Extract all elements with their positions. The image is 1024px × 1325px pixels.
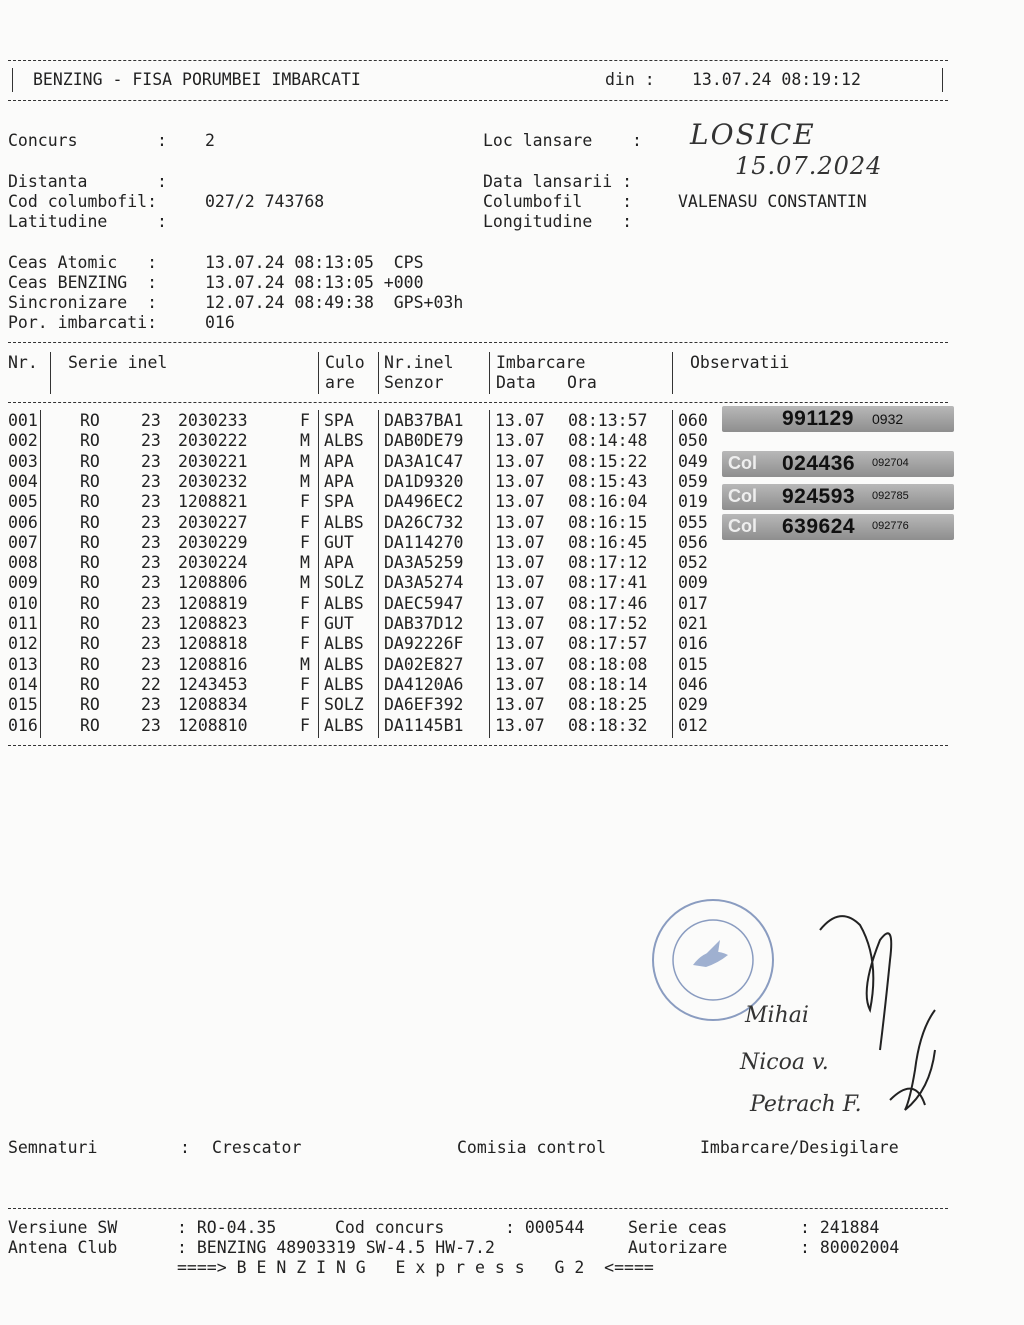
autorizare-label: Autorizare	[628, 1238, 728, 1257]
concurs-value: 2	[205, 131, 215, 150]
seal-label-4: Col 639624 092776	[722, 514, 954, 540]
col-nrinel-header: Nr.inel	[384, 353, 454, 372]
cell-senzor: DA3A5274	[384, 573, 464, 593]
cell-data: 13.07	[495, 431, 545, 451]
table-row	[8, 452, 708, 472]
cell-sex: F	[300, 492, 310, 512]
cell-data: 13.07	[495, 512, 545, 532]
seal-small-1: 0932	[872, 411, 904, 427]
cell-ora: 08:16:04	[568, 492, 648, 512]
din-value: 13.07.24 08:19:12	[692, 70, 861, 89]
data-lansarii-handwritten: 15.07.2024	[735, 152, 883, 180]
col-observatii-header: Observatii	[690, 353, 790, 372]
table-top-rule	[8, 342, 948, 343]
semnaturi-label: Semnaturi	[8, 1138, 98, 1157]
cell-ora: 08:16:15	[568, 512, 648, 532]
cell-tara: RO	[80, 695, 100, 715]
table-row	[8, 634, 708, 654]
cell-senzor: DA3A1C47	[384, 451, 464, 471]
cell-tara: RO	[80, 451, 100, 471]
columbofil-value: VALENASU CONSTANTIN	[678, 192, 867, 211]
col-are-header: are	[325, 373, 355, 392]
cell-nr: 009	[8, 573, 38, 593]
cell-cul: SPA	[324, 492, 354, 512]
table-row	[8, 431, 708, 451]
header-sep-1	[50, 352, 51, 394]
por-imbarcati-label: Por. imbarcati:	[8, 313, 158, 332]
seal-label-2: Col 024436 092704	[722, 451, 954, 477]
cell-sex: F	[300, 532, 310, 552]
cod-columbofil-value: 027/2 743768	[205, 192, 325, 211]
cell-an: 23	[141, 532, 161, 552]
cell-sex: F	[300, 614, 310, 633]
cell-tara: RO	[80, 431, 100, 451]
cell-an: 23	[141, 471, 161, 491]
cell-obs: 059	[678, 471, 708, 491]
cell-sex: F	[300, 634, 310, 654]
cell-cul: APA	[324, 553, 354, 573]
cell-nr: 012	[8, 634, 38, 654]
cell-inel: 1208823	[178, 614, 248, 633]
loc-value-handwritten: LOSICE	[690, 118, 816, 151]
cell-cul: ALBS	[324, 512, 364, 532]
cell-nr: 015	[8, 695, 38, 715]
cell-obs: 029	[678, 695, 708, 715]
cell-inel: 2030224	[178, 553, 248, 573]
cell-inel: 1208819	[178, 593, 248, 613]
cell-sex: M	[300, 471, 310, 491]
cell-tara: RO	[80, 614, 100, 633]
cell-ora: 08:15:22	[568, 451, 648, 471]
table-row	[8, 716, 708, 736]
cell-an: 23	[141, 654, 161, 674]
cell-data: 13.07	[495, 451, 545, 471]
cell-cul: SOLZ	[324, 695, 364, 715]
seal-small-3: 092785	[872, 490, 909, 502]
antena-value: : BENZING 48903319 SW-4.5 HW-7.2	[177, 1238, 495, 1257]
cell-sex: M	[300, 431, 310, 451]
cell-sex: F	[300, 512, 310, 532]
table-row	[8, 573, 708, 593]
cell-inel: 1208821	[178, 492, 248, 512]
table-row	[8, 513, 708, 533]
versiune-value: : RO-04.35	[177, 1218, 277, 1237]
cell-obs: 015	[678, 654, 708, 674]
cell-senzor: DA1D9320	[384, 471, 464, 491]
cell-senzor: DA114270	[384, 532, 464, 552]
cell-obs: 046	[678, 674, 708, 694]
cell-inel: 2030221	[178, 451, 248, 471]
col-senzor-header: Senzor	[384, 373, 444, 392]
header-right-bar	[942, 68, 943, 92]
cell-inel: 1208806	[178, 573, 248, 593]
semnaturi-colon: :	[180, 1138, 190, 1157]
table-row	[8, 594, 708, 614]
cell-tara: RO	[80, 411, 100, 430]
col-data-header: Data	[496, 373, 536, 392]
data-lansarii-label: Data lansarii :	[483, 172, 633, 191]
cell-sex: M	[300, 573, 310, 593]
table-header-rule	[8, 402, 948, 403]
seal-small-4: 092776	[872, 520, 909, 532]
cell-nr: 006	[8, 512, 38, 532]
col-imbarcare-header: Imbarcare	[496, 353, 586, 372]
cell-ora: 08:17:52	[568, 614, 648, 633]
cell-obs: 021	[678, 614, 708, 633]
serie-ceas-label: Serie ceas	[628, 1218, 728, 1237]
cell-sex: F	[300, 411, 310, 430]
cell-ora: 08:16:45	[568, 532, 648, 552]
signature-3: Petrach F.	[750, 1092, 862, 1117]
cell-nr: 016	[8, 715, 38, 735]
table-row	[8, 492, 708, 512]
cell-sex: F	[300, 593, 310, 613]
cell-data: 13.07	[495, 654, 545, 674]
header-sep-4	[489, 352, 490, 394]
cell-data: 13.07	[495, 573, 545, 593]
comisia-label: Comisia control	[457, 1138, 607, 1157]
cell-an: 23	[141, 431, 161, 451]
cell-senzor: DA02E827	[384, 654, 464, 674]
header-sep-2	[318, 352, 319, 394]
cell-tara: RO	[80, 634, 100, 654]
header-sep-5	[672, 352, 673, 394]
cell-nr: 003	[8, 451, 38, 471]
cell-ora: 08:18:25	[568, 695, 648, 715]
longitudine-label: Longitudine :	[483, 212, 633, 231]
ceas-atomic-label: Ceas Atomic :	[8, 253, 158, 272]
cell-ora: 08:14:48	[568, 431, 648, 451]
table-row	[8, 553, 708, 573]
cell-an: 23	[141, 512, 161, 532]
cell-senzor: DA26C732	[384, 512, 464, 532]
cell-senzor: DAB37BA1	[384, 411, 464, 430]
cell-inel: 1208818	[178, 634, 248, 654]
cell-obs: 052	[678, 553, 708, 573]
cell-ora: 08:17:46	[568, 593, 648, 613]
table-row	[8, 614, 708, 634]
cell-data: 13.07	[495, 674, 545, 694]
seal-label-3: Col 924593 092785	[722, 484, 954, 510]
cell-obs: 055	[678, 512, 708, 532]
cell-tara: RO	[80, 573, 100, 593]
serie-ceas-value: : 241884	[800, 1218, 880, 1237]
cell-obs: 017	[678, 593, 708, 613]
cell-data: 13.07	[495, 411, 545, 430]
cell-an: 23	[141, 634, 161, 654]
cell-nr: 001	[8, 411, 38, 430]
cell-cul: SOLZ	[324, 573, 364, 593]
cell-sex: F	[300, 695, 310, 715]
page-title: BENZING - FISA PORUMBEI IMBARCATI	[33, 70, 361, 89]
cell-nr: 008	[8, 553, 38, 573]
cell-data: 13.07	[495, 695, 545, 715]
cell-obs: 060	[678, 411, 708, 430]
header-bottom-rule	[8, 100, 948, 101]
autorizare-value: : 80002004	[800, 1238, 900, 1257]
table-bottom-rule	[8, 745, 948, 746]
cell-an: 23	[141, 573, 161, 593]
cell-tara: RO	[80, 715, 100, 735]
cell-cul: ALBS	[324, 593, 364, 613]
cell-an: 23	[141, 492, 161, 512]
cell-cul: ALBS	[324, 654, 364, 674]
seal-small-2: 092704	[872, 457, 909, 469]
table-row	[8, 411, 708, 431]
seal-number-2: 024436	[782, 452, 856, 475]
cell-senzor: DA92226F	[384, 634, 464, 654]
cell-obs: 050	[678, 431, 708, 451]
cell-ora: 08:17:41	[568, 573, 648, 593]
cell-ora: 08:17:57	[568, 634, 648, 654]
cell-obs: 009	[678, 573, 708, 593]
cell-nr: 010	[8, 593, 38, 613]
cell-cul: APA	[324, 471, 354, 491]
cell-sex: M	[300, 654, 310, 674]
cell-tara: RO	[80, 553, 100, 573]
cell-obs: 019	[678, 492, 708, 512]
cell-ora: 08:15:43	[568, 471, 648, 491]
cell-an: 23	[141, 451, 161, 471]
cell-cul: ALBS	[324, 431, 364, 451]
cell-senzor: DAB37D12	[384, 614, 464, 633]
cell-an: 23	[141, 411, 161, 430]
cell-data: 13.07	[495, 532, 545, 552]
cod-concurs-value: : 000544	[505, 1218, 585, 1237]
cell-data: 13.07	[495, 553, 545, 573]
col-serie-header: Serie inel	[68, 353, 168, 372]
cell-an: 23	[141, 715, 161, 735]
imbarcare-desigilare-label: Imbarcare/Desigilare	[700, 1138, 899, 1157]
cell-tara: RO	[80, 512, 100, 532]
cell-data: 13.07	[495, 471, 545, 491]
cell-senzor: DA4120A6	[384, 674, 464, 694]
cell-an: 23	[141, 553, 161, 573]
table-row	[8, 655, 708, 675]
cell-an: 23	[141, 695, 161, 715]
cod-columbofil-label: Cod columbofil:	[8, 192, 158, 211]
cell-inel: 1243453	[178, 674, 248, 694]
cell-inel: 2030229	[178, 532, 248, 552]
table-row	[8, 533, 708, 553]
cell-nr: 002	[8, 431, 38, 451]
cell-an: 23	[141, 614, 161, 633]
cell-cul: ALBS	[324, 715, 364, 735]
cell-tara: RO	[80, 593, 100, 613]
cell-inel: 2030227	[178, 512, 248, 532]
cell-senzor: DA6EF392	[384, 695, 464, 715]
seal-label-1	[722, 406, 954, 432]
col-culo-header: Culo	[325, 353, 365, 372]
cell-data: 13.07	[495, 492, 545, 512]
col-nr-header: Nr.	[8, 353, 38, 372]
ceas-benzing-label: Ceas BENZING :	[8, 273, 158, 292]
cell-ora: 08:13:57	[568, 411, 648, 430]
cell-tara: RO	[80, 471, 100, 491]
cell-obs: 049	[678, 451, 708, 471]
cell-nr: 014	[8, 674, 38, 694]
cell-ora: 08:17:12	[568, 553, 648, 573]
sincronizare-value: 12.07.24 08:49:38 GPS+03h	[205, 293, 464, 312]
ceas-atomic-value: 13.07.24 08:13:05 CPS	[205, 253, 424, 272]
col-ora-header: Ora	[567, 373, 597, 392]
cell-obs: 056	[678, 532, 708, 552]
cell-obs: 012	[678, 715, 708, 735]
seal-number-1: 991129	[782, 407, 854, 430]
cell-an: 22	[141, 674, 161, 694]
din-label: din :	[605, 70, 655, 89]
cell-cul: SPA	[324, 411, 354, 430]
cell-ora: 08:18:32	[568, 715, 648, 735]
cell-data: 13.07	[495, 593, 545, 613]
cell-senzor: DA3A5259	[384, 553, 464, 573]
distanta-label: Distanta :	[8, 172, 167, 191]
brand-line: ====> B E N Z I N G E x p r e s s G 2 <====	[177, 1258, 654, 1277]
cell-data: 13.07	[495, 634, 545, 654]
cell-sex: F	[300, 715, 310, 735]
crescator-label: Crescator	[212, 1138, 302, 1157]
table-row	[8, 472, 708, 492]
cell-cul: ALBS	[324, 634, 364, 654]
cell-an: 23	[141, 593, 161, 613]
header-sep-3	[378, 352, 379, 394]
cell-senzor: DA1145B1	[384, 715, 464, 735]
cell-cul: GUT	[324, 614, 354, 633]
header-top-rule	[8, 60, 948, 61]
cell-senzor: DA496EC2	[384, 492, 464, 512]
seal-number-3: 924593	[782, 485, 856, 508]
seal-number-4: 639624	[782, 515, 856, 538]
cell-cul: APA	[324, 451, 354, 471]
cell-inel: 2030233	[178, 411, 248, 430]
cell-cul: GUT	[324, 532, 354, 552]
signature-2: Nicoa v.	[740, 1050, 829, 1075]
cell-tara: RO	[80, 674, 100, 694]
cell-ora: 08:18:14	[568, 674, 648, 694]
header-left-bar	[12, 68, 13, 92]
cell-nr: 004	[8, 471, 38, 491]
latitudine-label: Latitudine :	[8, 212, 167, 231]
signature-1: Mihai	[745, 1003, 809, 1028]
cell-inel: 2030232	[178, 471, 248, 491]
cell-tara: RO	[80, 532, 100, 552]
cell-nr: 011	[8, 614, 38, 633]
cell-data: 13.07	[495, 715, 545, 735]
table-row	[8, 675, 708, 695]
cell-inel: 1208834	[178, 695, 248, 715]
cell-tara: RO	[80, 492, 100, 512]
cell-inel: 1208816	[178, 654, 248, 674]
loc-label: Loc lansare :	[483, 131, 642, 150]
cell-cul: ALBS	[324, 674, 364, 694]
cod-concurs-label: Cod concurs	[335, 1218, 445, 1237]
cell-tara: RO	[80, 654, 100, 674]
cell-senzor: DAEC5947	[384, 593, 464, 613]
cell-senzor: DAB0DE79	[384, 431, 464, 451]
cell-sex: M	[300, 451, 310, 471]
table-row	[8, 695, 708, 715]
columbofil-label: Columbofil :	[483, 192, 633, 211]
cell-inel: 1208810	[178, 715, 248, 735]
cell-sex: M	[300, 553, 310, 573]
cell-inel: 2030222	[178, 431, 248, 451]
concurs-label: Concurs :	[8, 131, 167, 150]
antena-label: Antena Club	[8, 1238, 118, 1257]
versiune-label: Versiune SW	[8, 1218, 118, 1237]
sincronizare-label: Sincronizare :	[8, 293, 158, 312]
cell-ora: 08:18:08	[568, 654, 648, 674]
ceas-benzing-value: 13.07.24 08:13:05 +000	[205, 273, 424, 292]
cell-obs: 016	[678, 634, 708, 654]
cell-sex: F	[300, 674, 310, 694]
por-imbarcati-value: 016	[205, 313, 235, 332]
cell-data: 13.07	[495, 614, 545, 633]
cell-nr: 005	[8, 492, 38, 512]
footer-rule	[8, 1208, 948, 1209]
cell-nr: 013	[8, 654, 38, 674]
cell-nr: 007	[8, 532, 38, 552]
